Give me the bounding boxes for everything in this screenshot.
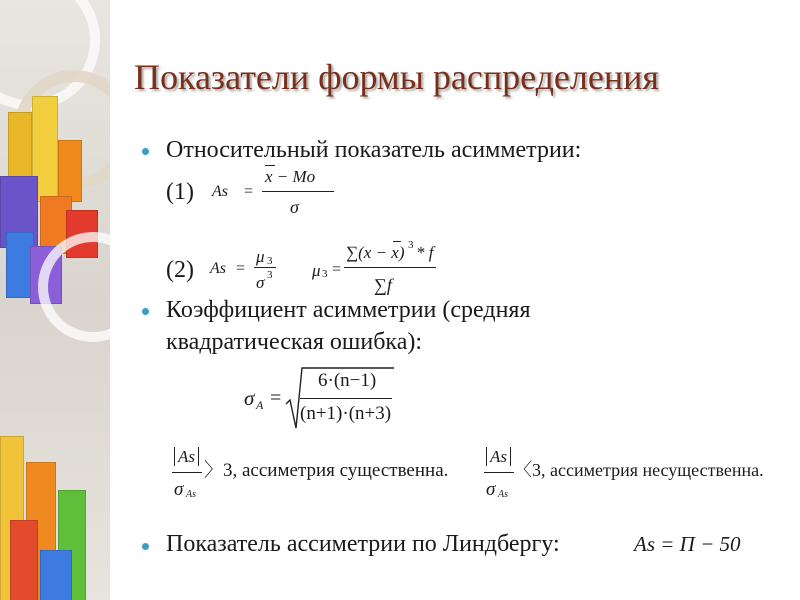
bullet-asymmetry-coefficient: Коэффициент асимметрии (средняя <box>166 297 531 323</box>
bullet-marker <box>142 148 149 155</box>
bullet-marker <box>142 543 149 550</box>
slide: Показатели формы распределения Относительный показатель асимметрии: (1) As = x − Mo σ (2) As = μ 3 σ 3 μ 3 = ∑(x − x) 3 * f ∑f Коэффициент асимметрии (средняя квадратическая ошибка): σ A = 6·(n−1) (n+1)·(n+3) As σ As 〉3, ассиметрия существенна. As σ As 〈3, ассиметрия несущественна. Показатель ассиметрии по Линдбергу: As = П − 50 <box>0 0 800 600</box>
formula-lindberg: As = П − 50 <box>634 532 741 556</box>
bullet-relative-asymmetry: Относительный показатель асимметрии: <box>166 137 582 163</box>
decorative-bar-chart-image <box>0 0 110 600</box>
label-one: (1) <box>166 179 194 205</box>
label-two: (2) <box>166 257 194 283</box>
bullet-asymmetry-coefficient-cont: квадратическая ошибка): <box>166 329 423 355</box>
bullet-marker <box>142 308 149 315</box>
slide-title: Показатели формы распределения <box>134 57 659 97</box>
bullet-lindberg: Показатель ассиметрии по Линдбергу: <box>166 531 560 557</box>
